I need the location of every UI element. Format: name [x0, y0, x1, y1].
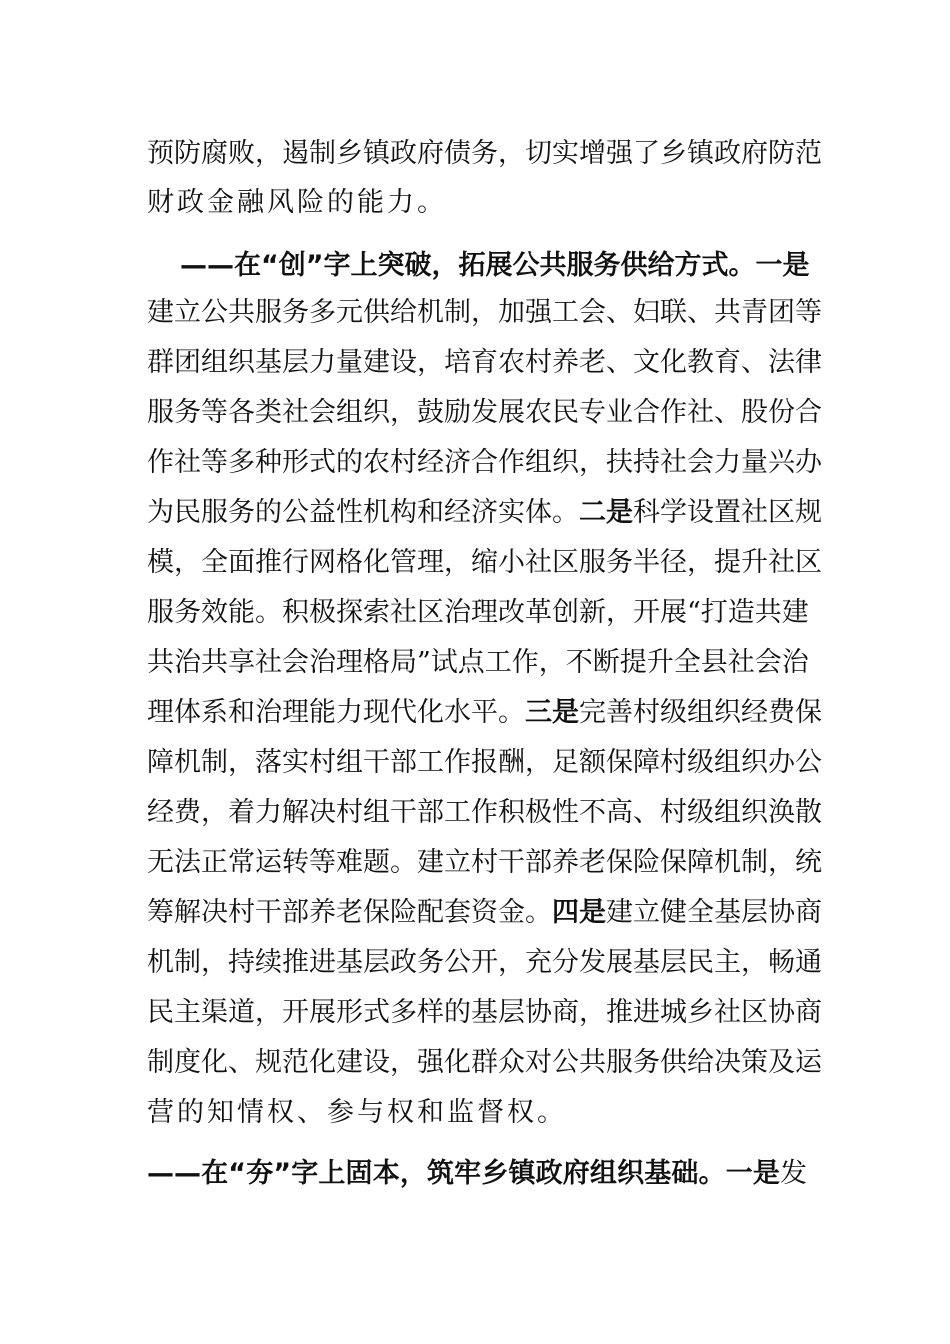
section-heading-line [147, 1154, 807, 1194]
text-line: 无法正常运转等难题。建立村干部养老保险保障机制，统 [147, 847, 822, 878]
text-line [147, 893, 822, 933]
text-line: 共治共享社会治理格局”试点工作，不断提升全县社会治 [147, 647, 809, 678]
item-marker: 二是 [579, 497, 633, 528]
text-line: 障机制，落实村组干部工作报酬，足额保障村级组织办公 [147, 747, 822, 778]
item-marker: 三是 [525, 697, 579, 728]
text-segment: 为民服务的公益性机构和经济实体。 [147, 497, 579, 528]
text-line: 作社等多种形式的农村经济合作组织，扶持社会力量兴办 [147, 447, 822, 478]
text-line: 经费，着力解决村组干部工作积极性不高、村级组织涣散 [147, 797, 822, 828]
text-segment: 发 [780, 1158, 807, 1189]
text-line: 机制，持续推进基层政务公开，充分发展基层民主，畅通 [147, 947, 822, 978]
text-line: 制度化、规范化建设，强化群众对公共服务供给决策及运 [147, 1047, 822, 1078]
text-line: 服务等各类社会组织，鼓励发展农民专业合作社、股份合 [147, 397, 822, 428]
text-line: 服务效能。积极探索社区治理改革创新，开展“打造共建 [147, 597, 809, 628]
text-line: 预防腐败，遏制乡镇政府债务，切实增强了乡镇政府防范 [147, 138, 822, 169]
section-heading: ——在“创”字上突破，拓展公共服务供给方式。 [180, 250, 756, 281]
text-segment: 科学设置社区规 [633, 497, 822, 528]
item-marker: 一是 [725, 1158, 780, 1189]
text-segment: 完善村级组织经费保 [579, 697, 822, 728]
text-line: 模，全面推行网格化管理，缩小社区服务半径，提升社区 [147, 547, 822, 578]
item-marker: 四是 [552, 897, 606, 928]
text-segment: 筹解决村干部养老保险配套资金。 [147, 897, 552, 928]
text-line: 民主渠道，开展形式多样的基层协商，推进城乡社区协商 [147, 997, 822, 1028]
item-marker: 一是 [755, 250, 810, 281]
section-heading: ——在“夯”字上固本，筑牢乡镇政府组织基础。 [147, 1158, 726, 1189]
text-line [147, 493, 822, 533]
text-line: 财政金融风险的能力。 [147, 187, 447, 218]
text-line: 群团组织基层力量建设，培育农村养老、文化教育、法律 [147, 347, 822, 378]
section-heading-line [180, 246, 810, 286]
text-segment: 建立健全基层协商 [606, 897, 822, 928]
text-line [147, 693, 822, 733]
text-line: 营的知情权、参与权和监督权。 [147, 1097, 567, 1128]
text-segment: 理体系和治理能力现代化水平。 [147, 697, 525, 728]
text-line: 建立公共服务多元供给机制，加强工会、妇联、共青团等 [147, 297, 822, 328]
